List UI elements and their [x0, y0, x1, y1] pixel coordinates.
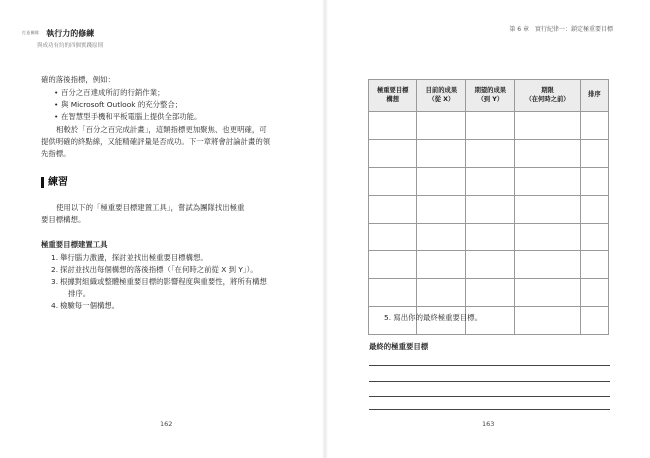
header-cell-current: 目前的成果 （從 X） [417, 80, 466, 112]
table-cell [417, 167, 466, 195]
table-cell [515, 139, 580, 167]
step-number: 3. [51, 277, 59, 286]
table-cell [369, 251, 417, 279]
table-cell [466, 223, 515, 251]
bullet-item: • 與 Microsoft Outlook 的充分整合； [41, 99, 291, 111]
table-header-row [369, 80, 609, 112]
table-row [369, 167, 609, 195]
para-line: 相較於「百分之百完成計畫」，這類指標更加聚焦、也更明確，可 [56, 124, 267, 134]
tool-heading: 極重要目標建置工具 [41, 240, 108, 250]
table-body [369, 112, 609, 335]
step-item [41, 300, 291, 312]
table-cell [369, 139, 417, 167]
table-row [369, 112, 609, 140]
table-row [369, 251, 609, 279]
step-number: 2. [51, 265, 59, 275]
para-line: 先指標。 [41, 148, 71, 158]
table-cell [580, 279, 608, 307]
table-cell [580, 112, 608, 140]
table-cell [466, 112, 515, 140]
table-cell [515, 279, 580, 307]
step-number: 4. [51, 300, 59, 310]
table-cell [515, 251, 580, 279]
table-row [369, 279, 609, 307]
table-cell [580, 195, 608, 223]
table-cell [417, 195, 466, 223]
step-text: 探討並找出每個構想的落後指標（「在何時之前從 X 到 Y」）。 [60, 265, 258, 275]
book-subtitle: 與成功有約的四個實踐原則 [37, 43, 104, 49]
table-cell [466, 279, 515, 307]
writing-line [369, 409, 610, 410]
step-text: 根據對組織或整體極重要目標的影響程度與重要性，將所有構想 [60, 277, 267, 286]
left-running-header [22, 21, 103, 49]
table-cell [580, 251, 608, 279]
table-cell [417, 139, 466, 167]
table-cell [417, 279, 466, 307]
table-cell [369, 112, 417, 140]
writing-line [369, 365, 610, 366]
table-cell [369, 223, 417, 251]
bullet-item: • 百分之百達成所訂的行銷作業； [41, 87, 291, 99]
tool-steps [41, 252, 291, 312]
table-cell [369, 195, 417, 223]
writing-line [369, 396, 610, 397]
table-cell [466, 251, 515, 279]
writing-line [369, 381, 610, 382]
table-cell [580, 307, 608, 335]
table-cell [515, 223, 580, 251]
step-item [41, 252, 291, 264]
right-running-header: 第 6 章 實行紀律一：鎖定極重要目標 [509, 26, 613, 33]
table-cell [580, 167, 608, 195]
section-title-text: 練習 [48, 176, 68, 188]
exercise-line: 要目標構想。 [41, 215, 86, 225]
table-cell [417, 112, 466, 140]
section-bar [41, 177, 44, 188]
table-cell [515, 112, 580, 140]
header-cell-deadline: 期限 （在何時之前） [515, 80, 580, 112]
step-continuation: 排序。 [68, 288, 91, 298]
section-title [41, 175, 291, 191]
page-number-left: 162 [160, 420, 173, 428]
step-number: 1. [51, 253, 59, 263]
table-cell [580, 139, 608, 167]
header-cell-idea: 極重要目標 構想 [369, 80, 417, 112]
table-cell [580, 223, 608, 251]
table-cell [417, 223, 466, 251]
example-bullets [41, 87, 291, 123]
table-cell [369, 167, 417, 195]
book-tag: 打造團隊 [22, 30, 40, 35]
para-line: 提供明確的終點線，又能精確評量是否成功。下一章將會討論計畫的領 [41, 136, 271, 146]
book-gutter [322, 0, 328, 458]
left-body [41, 74, 291, 312]
table-cell [515, 195, 580, 223]
step-item [41, 276, 291, 288]
step-five: 5. 寫出你的最終極重要目標。 [384, 313, 483, 322]
final-goal-heading: 最終的極重要目標 [369, 342, 429, 351]
exercise-line: 使用以下的「極重要目標建置工具」，嘗試為團隊找出極重 [56, 203, 245, 213]
header-cell-desired: 期望的成果 （到 Y） [466, 80, 515, 112]
header-cell-rank: 排序 [580, 80, 608, 112]
book-title: 執行力的修練 [46, 29, 95, 38]
page-number-right: 163 [482, 420, 495, 428]
intro-line: 確的落後指標，例如： [41, 75, 115, 84]
table-row [369, 139, 609, 167]
table-cell [466, 139, 515, 167]
step-text: 檢驗每一個構想。 [60, 300, 120, 310]
bullet-item: • 在智慧型手機和平板電腦上提供全部功能。 [41, 111, 291, 123]
step-text: 舉行腦力激盪，探討並找出極重要目標構想。 [60, 253, 208, 263]
table-cell [369, 279, 417, 307]
table-cell [417, 251, 466, 279]
table-cell [466, 167, 515, 195]
table-cell [466, 195, 515, 223]
table-cell [515, 167, 580, 195]
wig-builder-table [368, 79, 609, 335]
step-item [41, 264, 291, 276]
table-row [369, 223, 609, 251]
table-cell [515, 307, 580, 335]
table-row [369, 195, 609, 223]
